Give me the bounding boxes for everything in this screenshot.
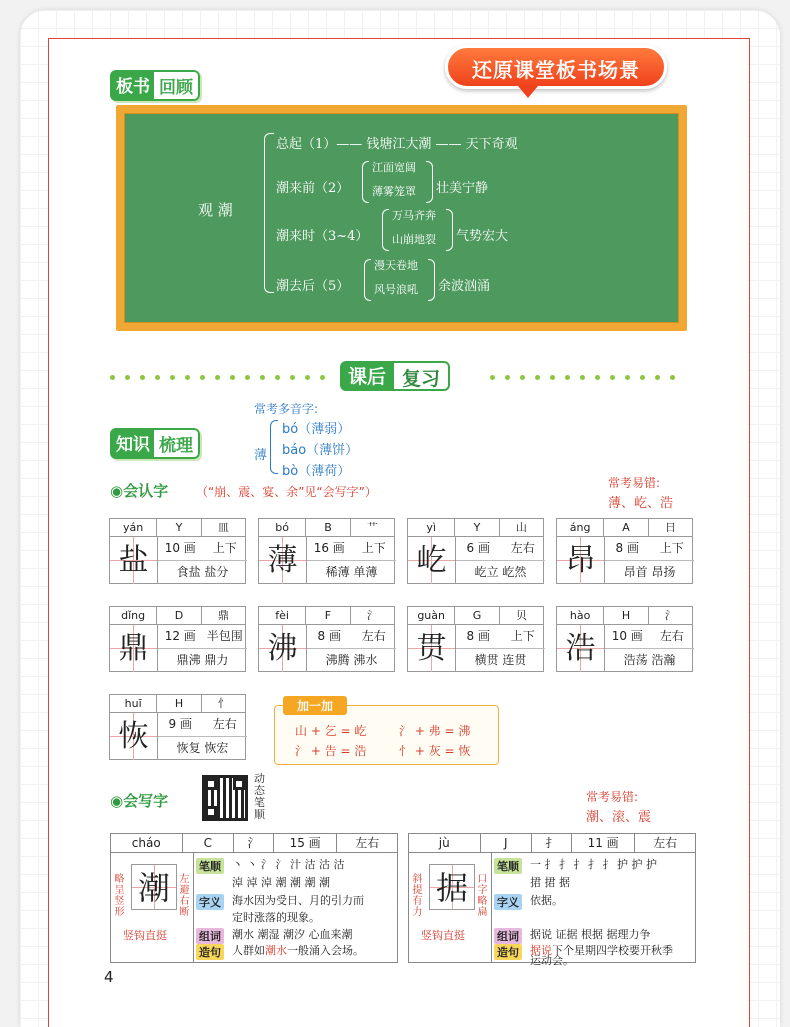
wcard-bottom-note: 竖钩直挺 bbox=[123, 929, 167, 942]
meaning: 海水因为受日、月的引力而 bbox=[232, 894, 364, 907]
card-pinyin: fèi bbox=[259, 607, 306, 624]
stroke-order-label: 笔顺 bbox=[494, 858, 522, 874]
sentence-2: 运动会。 bbox=[530, 954, 574, 967]
polyphone-2: báo（薄饼） bbox=[282, 443, 359, 458]
add-up-label: 加一加 bbox=[283, 696, 347, 715]
card-info bbox=[307, 537, 396, 561]
card-radical: 鼎 bbox=[217, 609, 229, 622]
add-eq-3: 氵 + 告 = 浩 bbox=[295, 744, 367, 758]
recognize-error-title: 常考易错: bbox=[608, 476, 661, 490]
board-branch-2-a: 江面宽阔 bbox=[372, 161, 416, 174]
wcard-strokes: 15 画 bbox=[274, 834, 338, 852]
wcard-right-note: 左避右断 bbox=[179, 874, 190, 918]
board-branch-3-a: 万马齐奔 bbox=[392, 209, 436, 222]
divider-right bbox=[490, 375, 675, 381]
wcard-left-note: 斜提有力 bbox=[412, 874, 423, 918]
card-character: 屹 bbox=[408, 537, 456, 584]
board-brace-2 bbox=[362, 161, 369, 203]
card-info bbox=[158, 537, 247, 561]
card-header bbox=[259, 607, 394, 625]
knowledge-tag bbox=[110, 428, 200, 459]
board-branch-2-head: 潮来前（2） bbox=[276, 181, 350, 196]
card-letter: H bbox=[157, 695, 201, 712]
card-words: 昂首 昂扬 bbox=[623, 565, 676, 579]
meaning-label: 字义 bbox=[494, 894, 522, 910]
stroke-order-qr-caption: 动态笔顺 bbox=[254, 772, 265, 821]
wcard-separator bbox=[491, 853, 492, 963]
sentence-label: 造句 bbox=[196, 944, 224, 960]
words-label: 组词 bbox=[494, 928, 522, 944]
card-strokes: 8 画 bbox=[317, 629, 341, 643]
sentence: 人群如潮水一般涌入会场。 bbox=[232, 944, 364, 957]
board-brace-3 bbox=[382, 209, 389, 251]
polyphone-char: 薄 bbox=[254, 448, 268, 463]
card-radical: 氵 bbox=[366, 609, 378, 622]
card-structure: 上下 bbox=[659, 541, 684, 555]
polyphone-title: 常考多音字: bbox=[254, 402, 319, 416]
card-structure: 上下 bbox=[510, 629, 535, 643]
wcard-structure: 左右 bbox=[653, 836, 678, 850]
char-card bbox=[407, 606, 544, 672]
card-character: 贯 bbox=[408, 625, 456, 672]
wcard-letter: C bbox=[183, 834, 235, 852]
board-branch-2-b: 薄雾笼罩 bbox=[372, 185, 416, 198]
wcard-bottom-note: 竖钩直挺 bbox=[421, 929, 465, 942]
wcard-structure: 左右 bbox=[355, 836, 380, 850]
card-letter: B bbox=[306, 519, 350, 536]
wcard-character: 据 bbox=[429, 864, 475, 910]
card-strokes: 9 画 bbox=[168, 717, 192, 731]
writing-card-header bbox=[409, 834, 695, 853]
review-b: 复习 bbox=[394, 361, 450, 391]
add-eq-4: 忄 + 灰 = 恢 bbox=[399, 744, 471, 758]
card-info bbox=[158, 713, 247, 737]
char-card bbox=[109, 606, 246, 672]
stroke-order-2: 捃 捃 据 bbox=[530, 876, 570, 889]
wcard-pinyin: jù bbox=[409, 834, 481, 852]
char-card bbox=[109, 518, 246, 584]
card-pinyin: yì bbox=[408, 519, 455, 536]
scene-banner: 还原课堂板书场景 bbox=[445, 45, 667, 89]
card-structure: 上下 bbox=[361, 541, 386, 555]
card-words: 屹立 屹然 bbox=[474, 565, 527, 579]
board-branch-4-result: 余波汹涌 bbox=[438, 279, 491, 294]
words: 潮水 潮湿 潮汐 心血来潮 bbox=[232, 928, 353, 941]
wcard-strokes: 11 画 bbox=[572, 834, 636, 852]
writing-card bbox=[408, 833, 696, 967]
words-label: 组词 bbox=[196, 928, 224, 944]
card-radical: 氵 bbox=[664, 609, 676, 622]
board-root: 观 潮 bbox=[198, 201, 233, 219]
card-header bbox=[408, 519, 543, 537]
card-structure: 左右 bbox=[659, 629, 684, 643]
board-branch-1: 总起（1）—— 钱塘江大潮 —— 天下奇观 bbox=[276, 137, 518, 152]
card-structure: 左右 bbox=[212, 717, 237, 731]
writing-card-header bbox=[111, 834, 397, 853]
board-branch-4-a: 漫天卷地 bbox=[374, 259, 418, 272]
card-structure: 左右 bbox=[361, 629, 386, 643]
card-letter: Y bbox=[157, 519, 201, 536]
card-pinyin: yán bbox=[110, 519, 157, 536]
recognize-note: （“崩、震、宴、余”见“会写字”） bbox=[196, 485, 377, 499]
card-strokes: 10 画 bbox=[611, 629, 643, 643]
meaning-2: 定时涨落的现象。 bbox=[232, 911, 320, 924]
write-error-chars: 潮、滚、震 bbox=[586, 810, 652, 825]
card-words: 恢复 恢宏 bbox=[176, 741, 229, 755]
card-structure: 半包围 bbox=[206, 629, 243, 643]
card-info bbox=[605, 537, 694, 561]
board-branch-4-head: 潮去后（5） bbox=[276, 279, 350, 294]
card-pinyin: bó bbox=[259, 519, 306, 536]
add-eq-1: 山 + 乞 = 屹 bbox=[295, 724, 367, 738]
card-structure: 左右 bbox=[510, 541, 535, 555]
card-radical: 山 bbox=[515, 521, 527, 534]
board-brace-2r bbox=[426, 161, 433, 203]
board-review-tag bbox=[110, 70, 200, 101]
polyphone-brace bbox=[270, 420, 278, 474]
add-up-box bbox=[274, 699, 499, 765]
card-letter: A bbox=[604, 519, 648, 536]
wcard-radical: 扌 bbox=[532, 834, 572, 852]
board-branch-3-b: 山崩地裂 bbox=[392, 233, 436, 246]
card-character: 浩 bbox=[557, 625, 605, 672]
card-words: 食盐 盐分 bbox=[176, 565, 229, 579]
card-strokes: 10 画 bbox=[164, 541, 196, 555]
card-letter: Y bbox=[455, 519, 499, 536]
tag-part-b: 回顾 bbox=[154, 70, 200, 101]
board-branch-2-result: 壮美宁静 bbox=[436, 181, 489, 196]
board-branch-4-b: 风号浪吼 bbox=[374, 283, 418, 296]
recognize-error-chars: 薄、屹、浩 bbox=[608, 496, 674, 511]
sentence: 据说下个星期四学校要开秋季 bbox=[530, 944, 673, 957]
tag-part-a: 板书 bbox=[110, 70, 154, 101]
card-pinyin: dǐng bbox=[110, 607, 157, 624]
card-info bbox=[456, 537, 545, 561]
card-words: 浩荡 浩瀚 bbox=[623, 653, 676, 667]
words: 据说 证据 根据 据理力争 bbox=[530, 928, 651, 941]
wcard-right-note: 口字略扁 bbox=[477, 874, 488, 918]
card-pinyin: áng bbox=[557, 519, 604, 536]
card-words: 鼎沸 鼎力 bbox=[176, 653, 229, 667]
writing-card bbox=[110, 833, 398, 963]
stroke-order-2: 淖 淖 淖 潮 潮 潮 潮 bbox=[232, 876, 330, 889]
card-radical: 艹 bbox=[366, 521, 378, 534]
card-header bbox=[557, 607, 692, 625]
page-number: 4 bbox=[104, 968, 114, 986]
card-letter: H bbox=[604, 607, 648, 624]
after-class-review-title bbox=[340, 361, 450, 391]
card-character: 鼎 bbox=[110, 625, 158, 672]
card-radical: 忄 bbox=[217, 697, 229, 710]
meaning: 依据。 bbox=[530, 894, 563, 907]
wcard-pinyin: cháo bbox=[111, 834, 183, 852]
meaning-label: 字义 bbox=[196, 894, 224, 910]
board-brace-4 bbox=[364, 259, 371, 301]
board-brace-4r bbox=[428, 259, 435, 301]
char-card bbox=[258, 606, 395, 672]
card-header bbox=[557, 519, 692, 537]
stroke-order-label: 笔顺 bbox=[196, 858, 224, 874]
char-card bbox=[109, 694, 246, 760]
board-brace-3r bbox=[446, 209, 453, 251]
add-eq-2: 氵 + 弗 = 沸 bbox=[399, 724, 471, 738]
char-card bbox=[258, 518, 395, 584]
card-strokes: 16 画 bbox=[313, 541, 345, 555]
card-letter: D bbox=[157, 607, 201, 624]
write-error-title: 常考易错: bbox=[586, 790, 639, 804]
card-info bbox=[158, 625, 247, 649]
card-strokes: 8 画 bbox=[466, 629, 490, 643]
card-character: 盐 bbox=[110, 537, 158, 584]
card-radical: 日 bbox=[664, 521, 676, 534]
card-header bbox=[110, 607, 245, 625]
wcard-character: 潮 bbox=[131, 864, 177, 910]
card-header bbox=[259, 519, 394, 537]
wcard-letter: J bbox=[481, 834, 533, 852]
card-radical: 贝 bbox=[515, 609, 527, 622]
board-branch-3-head: 潮来时（3~4） bbox=[276, 229, 369, 244]
card-info bbox=[307, 625, 396, 649]
recognize-title: ◉会认字 bbox=[110, 482, 169, 500]
card-words: 沸腾 沸水 bbox=[325, 653, 378, 667]
wcard-radical: 氵 bbox=[234, 834, 274, 852]
card-header bbox=[408, 607, 543, 625]
card-strokes: 6 画 bbox=[466, 541, 490, 555]
sentence-label: 造句 bbox=[494, 944, 522, 960]
card-letter: G bbox=[455, 607, 499, 624]
review-a: 课后 bbox=[340, 361, 394, 391]
board-main-brace bbox=[264, 133, 274, 293]
card-character: 昂 bbox=[557, 537, 605, 584]
card-character: 薄 bbox=[259, 537, 307, 584]
card-header bbox=[110, 695, 245, 713]
card-info bbox=[456, 625, 545, 649]
card-structure: 上下 bbox=[212, 541, 237, 555]
divider-left bbox=[110, 375, 325, 381]
card-strokes: 12 画 bbox=[164, 629, 196, 643]
knowledge-tag-b: 梳理 bbox=[154, 428, 200, 459]
card-words: 稀薄 单薄 bbox=[325, 565, 378, 579]
polyphone-1: bó（薄弱） bbox=[282, 422, 351, 437]
card-pinyin: guàn bbox=[408, 607, 455, 624]
card-letter: F bbox=[306, 607, 350, 624]
stroke-order: 一 扌 扌 扌 扌 扌 护 护 护 bbox=[530, 858, 657, 871]
board-branch-3-result: 气势宏大 bbox=[456, 229, 509, 244]
stroke-order: 丶 丶 氵 氵 汁 沽 沽 沽 bbox=[232, 858, 345, 871]
knowledge-tag-a: 知识 bbox=[110, 428, 154, 459]
card-character: 恢 bbox=[110, 713, 158, 760]
wcard-left-note: 略呈竖形 bbox=[114, 874, 125, 918]
char-card bbox=[407, 518, 544, 584]
wcard-separator bbox=[193, 853, 194, 963]
polyphone-3: bò（薄荷） bbox=[282, 464, 351, 479]
card-character: 沸 bbox=[259, 625, 307, 672]
card-strokes: 8 画 bbox=[615, 541, 639, 555]
write-title: ◉会写字 bbox=[110, 792, 169, 810]
card-info bbox=[605, 625, 694, 649]
card-header bbox=[110, 519, 245, 537]
blackboard bbox=[116, 105, 687, 331]
card-radical: 皿 bbox=[217, 521, 229, 534]
card-pinyin: hào bbox=[557, 607, 604, 624]
char-card bbox=[556, 606, 693, 672]
card-pinyin: huī bbox=[110, 695, 157, 712]
card-words: 横贯 连贯 bbox=[474, 653, 527, 667]
qr-code-icon[interactable] bbox=[202, 775, 248, 821]
char-card bbox=[556, 518, 693, 584]
